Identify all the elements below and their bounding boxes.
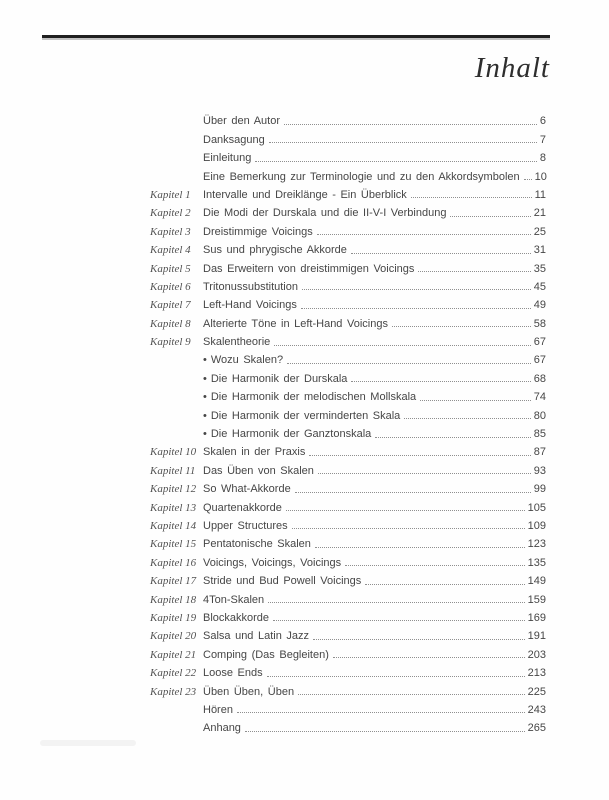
- chapter-label: Kapitel 16: [150, 556, 197, 569]
- page-number: 123: [527, 538, 546, 551]
- toc-entry: [150, 700, 546, 718]
- toc-entry: [150, 424, 546, 442]
- entry-title-text: Die Modi der Durskala und die II-V-I Verbindung: [203, 207, 447, 220]
- entry-title: [203, 226, 313, 240]
- dot-leader: [351, 253, 531, 254]
- chapter-label: Kapitel 15: [150, 538, 197, 551]
- entry-title: [203, 171, 520, 185]
- entry-title: [203, 704, 233, 718]
- entry-title: [203, 318, 388, 332]
- chapter-label: [150, 734, 203, 736]
- page-number: 35: [533, 262, 546, 275]
- toc-entry: [150, 718, 546, 736]
- entry-title: [203, 557, 341, 571]
- chapter-label: Kapitel 19: [150, 611, 197, 624]
- entry-title: [203, 612, 269, 626]
- dot-leader: [404, 418, 530, 419]
- chapter-label: Kapitel 11: [150, 464, 196, 477]
- page-number: 93: [533, 464, 546, 477]
- dot-leader: [237, 712, 525, 713]
- top-rule-shadow-line: [42, 38, 550, 40]
- chapter-label: [150, 385, 203, 387]
- entry-title: [203, 244, 347, 258]
- entry-title: [203, 520, 288, 534]
- entry-title-text: Voicings, Voicings, Voicings: [203, 556, 342, 569]
- entry-title-text: Loose Ends: [203, 667, 263, 680]
- chapter-label: Kapitel 21: [150, 648, 197, 661]
- page-number: 67: [533, 354, 546, 367]
- entry-title-text: Skalen in der Praxis: [203, 446, 306, 459]
- chapter-label: Kapitel 8: [150, 317, 191, 330]
- entry-title: [203, 594, 264, 608]
- entry-title-text: Intervalle und Dreiklänge - Ein Überblick: [203, 188, 407, 201]
- dot-leader: [309, 455, 530, 456]
- entry-title-text: Comping (Das Begleiten): [203, 648, 329, 661]
- toc-entry: [150, 516, 546, 534]
- entry-title-text: So What-Akkorde: [203, 483, 291, 496]
- page-number: 67: [533, 336, 546, 349]
- toc-entry: [150, 663, 546, 681]
- page-number: 149: [527, 575, 546, 588]
- chapter-label: [150, 127, 203, 129]
- dot-leader: [333, 657, 525, 658]
- page-number: 135: [527, 556, 546, 569]
- toc-entry: [150, 644, 546, 662]
- toc-entry: [150, 111, 546, 129]
- scan-artifact: [40, 740, 136, 746]
- dot-leader: [317, 234, 531, 235]
- dot-leader: [318, 473, 531, 474]
- page-number: 25: [533, 225, 546, 238]
- page-number: 7: [539, 133, 546, 146]
- entry-title: [203, 336, 270, 350]
- chapter-label: [150, 183, 203, 185]
- dot-leader: [301, 308, 531, 309]
- dot-leader: [267, 676, 525, 677]
- entry-title-text: Über den Autor: [203, 115, 280, 128]
- entry-title-text: Sus und phrygische Akkorde: [203, 244, 347, 257]
- bullet-icon: •: [203, 409, 207, 422]
- toc-entry: [150, 185, 546, 203]
- entry-title-text: Die Harmonik der Durskala: [210, 372, 348, 385]
- entry-title: [203, 299, 297, 313]
- entry-title-text: Wozu Skalen?: [210, 354, 284, 367]
- page-number: 8: [539, 152, 546, 165]
- toc-entry: [150, 460, 546, 478]
- page-number: 169: [527, 611, 546, 624]
- dot-leader: [292, 528, 525, 529]
- page-number: 243: [527, 703, 546, 716]
- chapter-label: Kapitel 4: [150, 244, 191, 257]
- chapter-label: Kapitel 10: [150, 446, 197, 459]
- chapter-label: Kapitel 18: [150, 593, 197, 606]
- entry-title: [203, 354, 283, 368]
- chapter-label: Kapitel 1: [150, 188, 191, 201]
- entry-title: [203, 391, 416, 405]
- bullet-icon: •: [203, 428, 207, 441]
- toc-entry: [150, 442, 546, 460]
- page-number: 58: [533, 317, 546, 330]
- toc-entry: [150, 497, 546, 515]
- page-number: 159: [527, 593, 546, 606]
- entry-title-text: Left-Hand Voicings: [203, 299, 297, 312]
- entry-title-text: Quartenakkorde: [203, 501, 282, 514]
- page-number: 31: [533, 244, 546, 257]
- dot-leader: [418, 271, 530, 272]
- entry-title: [203, 428, 371, 442]
- chapter-label: Kapitel 20: [150, 630, 197, 643]
- dot-leader: [351, 381, 530, 382]
- page-number: 265: [527, 722, 546, 735]
- page-number: 213: [527, 667, 546, 680]
- page-number: 80: [533, 409, 546, 422]
- chapter-label: [150, 146, 203, 148]
- entry-title-text: Eine Bemerkung zur Terminologie und zu den Akkordsymbolen: [203, 170, 520, 183]
- toc-entry: [150, 166, 546, 184]
- chapter-label: Kapitel 6: [150, 280, 191, 293]
- toc-list: [150, 111, 546, 736]
- page-number: 45: [533, 280, 546, 293]
- entry-title: [203, 465, 314, 479]
- page-title: Inhalt: [474, 52, 550, 84]
- entry-title-text: Anhang: [203, 722, 241, 735]
- toc-entry: [150, 626, 546, 644]
- toc-entry: [150, 129, 546, 147]
- toc-entry: [150, 350, 546, 368]
- entry-title-text: Dreistimmige Voicings: [203, 225, 313, 238]
- toc-entry: [150, 405, 546, 423]
- chapter-label: Kapitel 13: [150, 501, 197, 514]
- toc-entry: [150, 479, 546, 497]
- chapter-label: Kapitel 9: [150, 336, 191, 349]
- chapter-label: Kapitel 2: [150, 207, 191, 220]
- entry-title: [203, 115, 280, 129]
- entry-title: [203, 410, 400, 424]
- chapter-label: Kapitel 12: [150, 483, 197, 496]
- entry-title-text: Blockakkorde: [203, 611, 270, 624]
- bullet-icon: •: [203, 372, 207, 385]
- dot-leader: [392, 326, 531, 327]
- page-number: 191: [527, 630, 546, 643]
- entry-title: [203, 502, 282, 516]
- entry-title-text: Salsa und Latin Jazz: [203, 630, 310, 643]
- chapter-label: Kapitel 14: [150, 519, 197, 532]
- dot-leader: [365, 584, 524, 585]
- entry-title: [203, 686, 294, 700]
- page-number: 21: [533, 207, 546, 220]
- page-number: 225: [527, 685, 546, 698]
- page-number: 11: [534, 188, 546, 201]
- chapter-label: Kapitel 17: [150, 575, 197, 588]
- entry-title: [203, 649, 329, 663]
- entry-title-text: Pentatonische Skalen: [203, 538, 311, 551]
- toc-entry: [150, 552, 546, 570]
- entry-title-text: 4Ton-Skalen: [203, 593, 265, 606]
- dot-leader: [313, 639, 525, 640]
- dot-leader: [255, 161, 537, 162]
- toc-entry: [150, 258, 546, 276]
- dot-leader: [268, 602, 524, 603]
- chapter-label: Kapitel 5: [150, 262, 191, 275]
- entry-title-text: Üben Üben, Üben: [203, 685, 295, 698]
- entry-title-text: Die Harmonik der Ganztonskala: [210, 428, 372, 441]
- toc-entry: [150, 203, 546, 221]
- dot-leader: [274, 345, 530, 346]
- dot-leader: [411, 197, 532, 198]
- bullet-icon: •: [203, 391, 207, 404]
- page-number: 203: [527, 648, 546, 661]
- entry-title: [203, 281, 298, 295]
- entry-title-text: Danksagung: [203, 133, 265, 146]
- chapter-label: [150, 422, 203, 424]
- chapter-label: [150, 440, 203, 442]
- entry-title-text: Die Harmonik der verminderten Skala: [210, 409, 401, 422]
- dot-leader: [284, 124, 537, 125]
- toc-entry: [150, 608, 546, 626]
- dot-leader: [345, 565, 525, 566]
- dot-leader: [269, 142, 537, 143]
- toc-entry: [150, 277, 546, 295]
- entry-title-text: Stride und Bud Powell Voicings: [203, 575, 362, 588]
- chapter-label: [150, 366, 203, 368]
- chapter-label: [150, 716, 203, 718]
- entry-title: [203, 152, 251, 166]
- entry-title: [203, 263, 414, 277]
- toc-entry: [150, 589, 546, 607]
- entry-title-text: Die Harmonik der melodischen Mollskala: [210, 391, 417, 404]
- toc-entry: [150, 332, 546, 350]
- dot-leader: [315, 547, 525, 548]
- dot-leader: [420, 400, 531, 401]
- entry-title-text: Einleitung: [203, 152, 252, 165]
- page-number: 105: [527, 501, 546, 514]
- chapter-label: Kapitel 7: [150, 299, 191, 312]
- entry-title: [203, 722, 241, 736]
- page-number: 49: [533, 299, 546, 312]
- page-number: 85: [533, 428, 546, 441]
- entry-title-text: Upper Structures: [203, 519, 288, 532]
- page-number: 74: [533, 391, 546, 404]
- top-rule: [42, 35, 550, 40]
- toc-entry: [150, 221, 546, 239]
- page-number: 68: [533, 372, 546, 385]
- page-number: 87: [533, 446, 546, 459]
- entry-title: [203, 630, 309, 644]
- chapter-label: Kapitel 23: [150, 685, 197, 698]
- entry-title-text: Das Üben von Skalen: [203, 464, 314, 477]
- entry-title: [203, 667, 263, 681]
- toc-entry: [150, 681, 546, 699]
- entry-title: [203, 538, 311, 552]
- dot-leader: [287, 363, 531, 364]
- page-number: 6: [539, 115, 546, 128]
- toc-entry: [150, 313, 546, 331]
- chapter-label: [150, 164, 203, 166]
- toc-entry: [150, 148, 546, 166]
- dot-leader: [298, 694, 525, 695]
- chapter-label: [150, 403, 203, 405]
- dot-leader: [450, 216, 530, 217]
- dot-leader: [375, 437, 530, 438]
- entry-title-text: Das Erweitern von dreistimmigen Voicings: [203, 262, 415, 275]
- page-number: 109: [527, 519, 546, 532]
- toc-entry: [150, 240, 546, 258]
- dot-leader: [245, 731, 525, 732]
- dot-leader: [273, 620, 525, 621]
- toc-entry: [150, 295, 546, 313]
- toc-entry: [150, 368, 546, 386]
- chapter-label: Kapitel 22: [150, 667, 197, 680]
- entry-title: [203, 189, 407, 203]
- entry-title-text: Skalentheorie: [203, 336, 271, 349]
- dot-leader: [524, 179, 532, 180]
- page-number: 10: [534, 170, 547, 183]
- bullet-icon: •: [203, 354, 207, 367]
- entry-title-text: Hören: [203, 703, 233, 716]
- entry-title: [203, 207, 446, 221]
- entry-title: [203, 446, 305, 460]
- entry-title: [203, 373, 347, 387]
- entry-title: [203, 134, 265, 148]
- chapter-label: Kapitel 3: [150, 225, 191, 238]
- toc-entry: [150, 387, 546, 405]
- dot-leader: [295, 492, 531, 493]
- dot-leader: [302, 289, 531, 290]
- entry-title-text: Alterierte Töne in Left-Hand Voicings: [203, 317, 388, 330]
- toc-entry: [150, 571, 546, 589]
- dot-leader: [286, 510, 525, 511]
- entry-title: [203, 575, 361, 589]
- toc-entry: [150, 534, 546, 552]
- page-number: 99: [533, 483, 546, 496]
- entry-title-text: Tritonussubstitution: [203, 280, 298, 293]
- entry-title: [203, 483, 291, 497]
